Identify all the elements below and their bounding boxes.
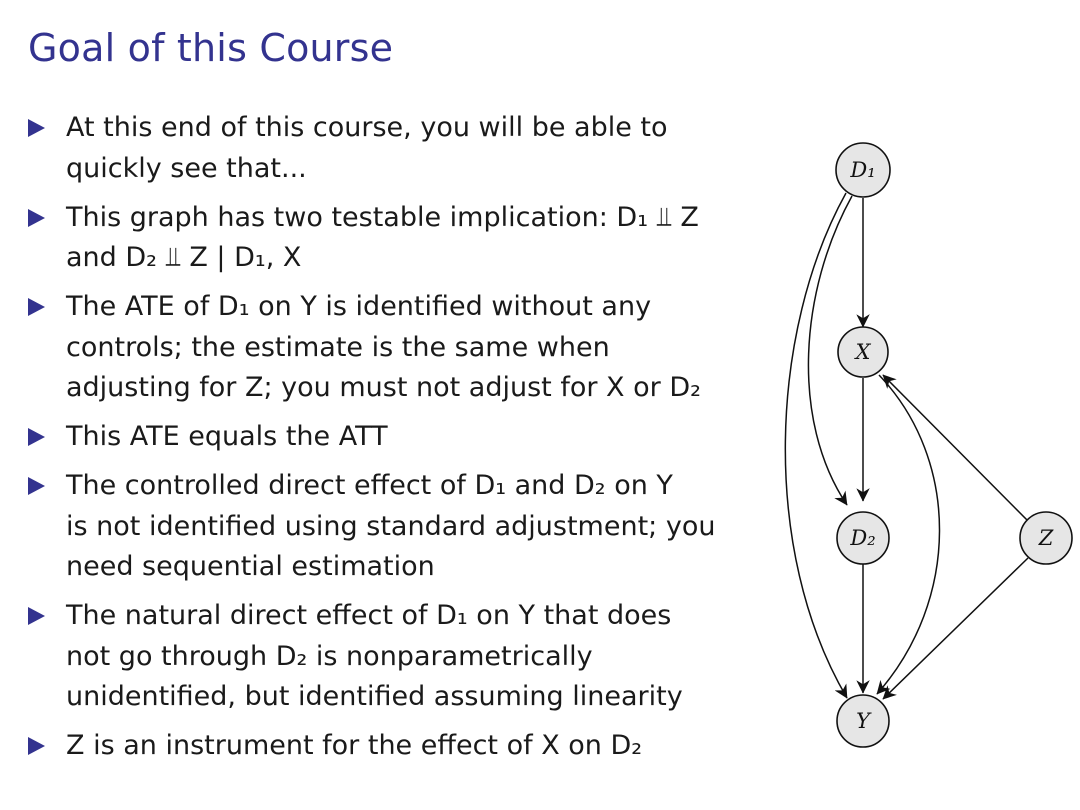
bullet-text: The ATE of D₁ on Y is identified without any controls; the estimate is the same when adjusting for Z; you must not adjust for X or D₂ (66, 291, 701, 403)
node-x-label: X (855, 340, 871, 364)
edge-z-x (883, 375, 1031, 524)
bullet-item (28, 596, 758, 718)
node-x (838, 327, 888, 377)
bullet-item (28, 108, 758, 189)
bullet-text: This ATE equals the ATT (66, 421, 388, 452)
bullet-item (28, 287, 758, 409)
bullet-item (28, 466, 758, 588)
node-d2-label: D₂ (850, 526, 876, 550)
bullet-text: This graph has two testable implication: D₁ ⫫ Z and D₂ ⫫ Z | D₁, X (66, 201, 699, 273)
bullet-item (28, 726, 758, 767)
edge-d1-y (785, 193, 847, 698)
bullet-triangle-icon (28, 298, 45, 316)
bullet-item (28, 417, 758, 458)
node-y-label: Y (856, 709, 870, 733)
node-y (837, 695, 889, 747)
bullet-triangle-icon (28, 428, 45, 446)
slide-title: Goal of this Course (28, 26, 394, 70)
bullet-triangle-icon (28, 477, 45, 495)
bullet-triangle-icon (28, 119, 45, 137)
edge-z-y (883, 558, 1028, 699)
node-d1-label: D₁ (850, 158, 876, 182)
node-d1 (836, 143, 890, 197)
bullet-list (28, 108, 758, 775)
bullet-item (28, 198, 758, 279)
node-z-label: Z (1038, 526, 1054, 550)
bullet-text: Z is an instrument for the effect of X on D₂ (66, 730, 643, 761)
causal-dag-diagram (760, 120, 1080, 770)
bullet-text: The controlled direct effect of D₁ and D₂ on Y is not identified using standard adjustment; you need sequential estimation (66, 470, 716, 582)
bullet-triangle-icon (28, 209, 45, 227)
node-d2 (837, 512, 889, 564)
node-z (1020, 512, 1072, 564)
bullet-text: The natural direct effect of D₁ on Y that does not go through D₂ is nonparametrically unidentified, but identified assuming linearity (66, 600, 683, 712)
bullet-text: At this end of this course, you will be able to quickly see that... (66, 112, 668, 184)
bullet-triangle-icon (28, 737, 45, 755)
bullet-triangle-icon (28, 607, 45, 625)
